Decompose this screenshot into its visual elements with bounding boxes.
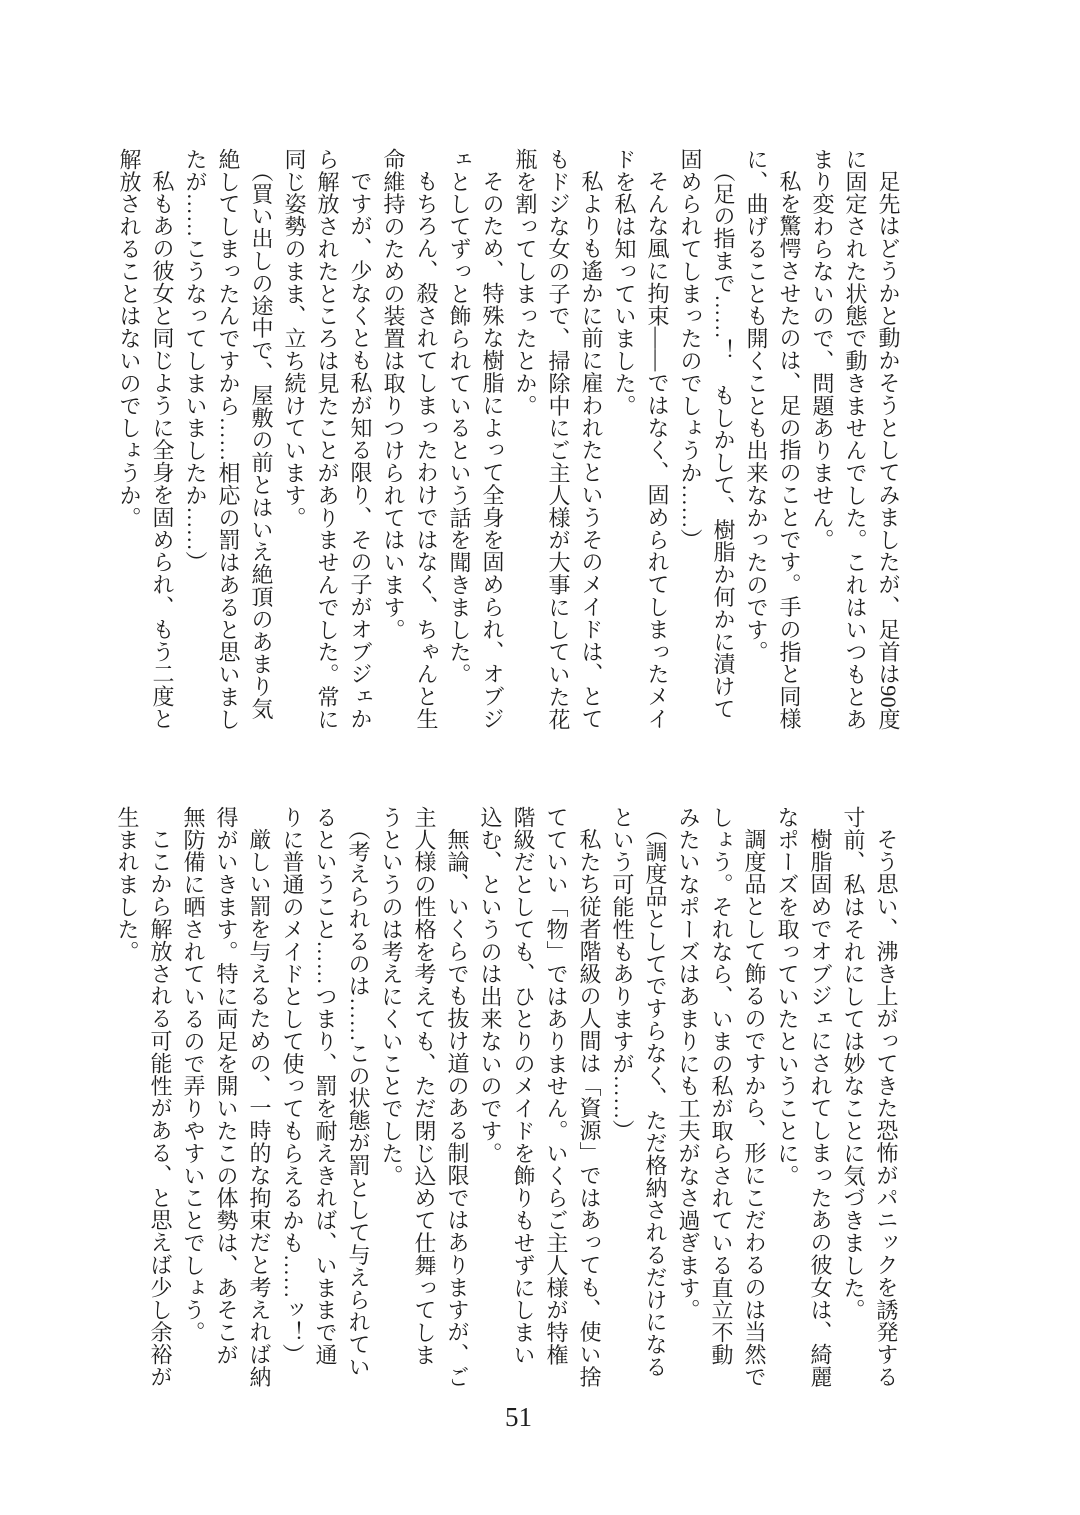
paragraph: 無論、いくらでも抜け道のある制限ではありますが、ご主人様の性格を考えても、ただ閉じ込めて仕舞ってしまうというのは考えにくいことでした。: [379, 806, 470, 1388]
paragraph: 調度品として飾るのですから、形にこだわるのは当然でしょう。それなら、いまの私が取らされている直立不動みたいなポーズはあまりにも工夫がなさ過ぎます。: [676, 806, 767, 1388]
text-block-top: [113, 148, 905, 733]
paragraph: （買い出しの途中で、屋敷の前とはいえ絶頂のあまり気絶してしまったんですから……相応の罰はあると思いましたが……こうなってしまいましたか……）: [183, 148, 274, 731]
paragraph: 足先はどうかと動かそうとしてみましたが、足首は90度に固定された状態で動きませんでした。これはいつもとあまり変わらないので、問題ありません。: [810, 148, 901, 731]
paragraph: ここから解放される可能性がある、と思えば少し余裕が生まれました。: [115, 806, 173, 1388]
paragraph: 私よりも遙かに前に雇われたというそのメイドは、とてもドジな女の子で、掃除中にご主人様が大事にしていた花瓶を割ってしまったとか。: [513, 148, 604, 731]
paragraph: 厳しい罰を与えるための、一時的な拘束だと考えれば納得がいきます。特に両足を開いたこの体勢は、あそこが無防備に晒されているので弄りやすいことでしょう。: [181, 806, 272, 1388]
paragraph: （調度品としてですらなく、ただ格納されるだけになるという可能性もありますが……）: [610, 806, 668, 1379]
text-block-bottom: [111, 806, 903, 1388]
paragraph: 私を驚愕させたのは、足の指のことです。手の指と同様に、曲げることも開くことも出来なかったのです。: [744, 148, 802, 730]
paragraph: 私もあの彼女と同じように全身を固められ、もう二度と解放されることはないのでしょうか。: [117, 148, 175, 730]
paragraph: そう思い、沸き上がってきた恐怖がパニックを誘発する寸前、私はそれにしては妙なことに気づきました。: [841, 806, 899, 1388]
paragraph: もちろん、殺されてしまったわけではなく、ちゃんと生命維持のための装置は取りつけられてはいます。: [381, 148, 439, 730]
paragraph: 樹脂固めでオブジェにされてしまったあの彼女は、綺麗なポーズを取っていたということに。: [775, 806, 833, 1388]
page-number: 51: [505, 1402, 532, 1432]
paragraph: （考えられるのは……この状態が罰として与えられているということ……つまり、罰を耐えきれば、いままで通りに普通のメイドとして使ってもらえるかも……ッ！）: [280, 806, 371, 1379]
paragraph: そんな風に拘束――ではなく、固められてしまったメイドを私は知っていました。: [612, 148, 670, 730]
paragraph: （足の指まで……！ もしかして、樹脂か何かに漬けて固められてしまったのでしょうか……）: [678, 148, 736, 721]
paragraph: 私たち従者階級の人間は「資源」ではあっても、使い捨てていい「物」ではありません。いくらご主人様が特権階級だとしても、ひとりのメイドを飾りもせずにしまい込む、というのは出来ないのです。: [478, 806, 602, 1388]
paragraph: そのため、特殊な樹脂によって全身を固められ、オブジェとしてずっと飾られているという話を聞きました。: [447, 148, 505, 730]
paragraph: ですが、少なくとも私が知る限り、その子がオブジェから解放されたところは見たことがありませんでした。常に同じ姿勢のまま、立ち続けています。: [282, 148, 373, 731]
